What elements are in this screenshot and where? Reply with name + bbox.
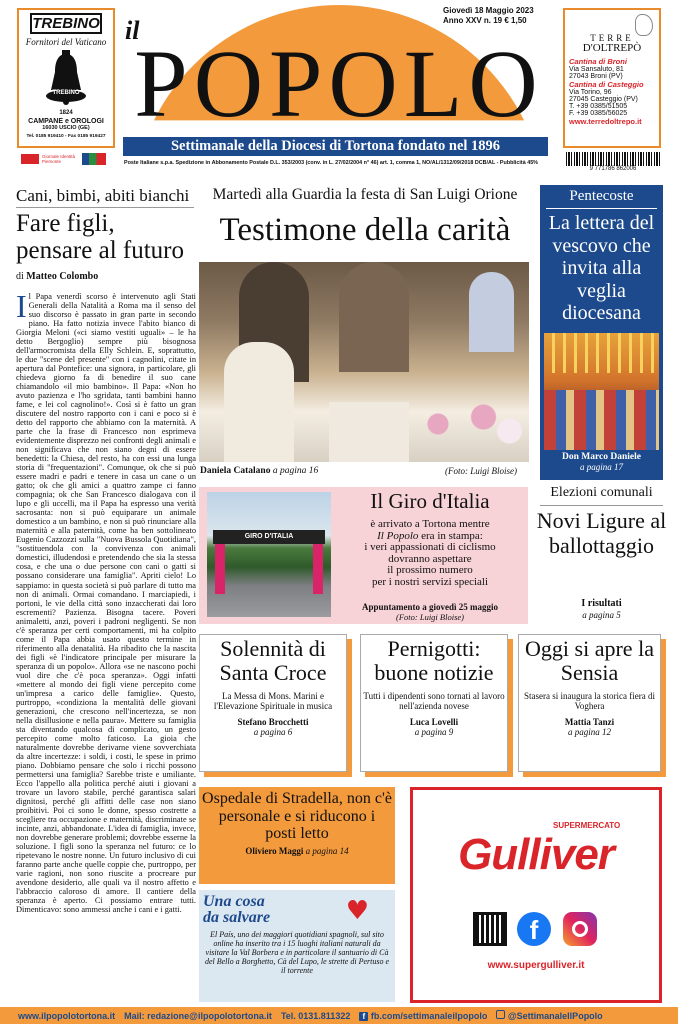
terre-addr2: Via Torino, 96: [569, 89, 612, 96]
box2-headline: Pernigotti: buone notizie: [374, 636, 494, 685]
giro-l2b: era in stampa:: [418, 529, 483, 542]
gulliver-brand: Gulliver: [458, 830, 614, 879]
terre-name1: TERRE: [590, 33, 634, 43]
right-page-ref: a pagina 17: [579, 461, 623, 472]
trebino-line2: CAMPANE e OROLOGI: [28, 118, 104, 125]
giro-arch: GIRO D'ITALIA: [213, 530, 325, 544]
barcode-number: 9 771786 862006: [589, 166, 637, 172]
postal-info: Poste Italiane s.p.a. Spedizione in Abbonamento Postale D.L. 353/2003 (conv. in L. 27/02/2004 n° 46) art. 1, comma 1, NO/AL/1312/09/2018 DCB/AL - Pubblicità 45%: [124, 160, 538, 166]
box2-sub: Tutti i dipendenti sono tornati al lavoro nell'azienda novese: [363, 691, 505, 711]
terre-addr1b: 27043 Broni (PV): [569, 73, 623, 80]
qr-code-icon[interactable]: [473, 912, 507, 946]
box2-page-ref: a pagina 9: [414, 727, 454, 737]
masthead-issue: Anno XXV n. 19 € 1,50: [443, 16, 527, 25]
giornale-badge-text: Giornale Identità Piemonte: [42, 153, 76, 164]
main-page-ref: a pagina 16: [272, 466, 319, 476]
main-credit: (Foto: Luigi Bloise): [445, 466, 517, 476]
box-sensia[interactable]: [518, 634, 661, 772]
giro-pillar-right: [313, 544, 323, 594]
main-author: Daniela Catalano: [200, 466, 271, 476]
ospedale-author: Oliviero Maggi: [245, 845, 304, 856]
main-byline: [200, 466, 318, 476]
piemonte-flag-icon: [20, 153, 40, 165]
terre-web[interactable]: www.terredoltrepo.it: [569, 117, 642, 126]
terre-fax: F. +39 0385/56025: [569, 110, 628, 117]
box1-page-ref: a pagina 6: [253, 727, 293, 737]
masthead-date: Giovedì 18 Maggio 2023: [443, 6, 534, 15]
box3-page-ref: a pagina 12: [567, 727, 611, 737]
box2-author: Luca Lovelli: [409, 717, 459, 727]
box3-sub: Stasera si inaugura la storica fiera di Voghera: [524, 691, 655, 711]
byline-di: di: [16, 271, 24, 282]
ospedale-byline: [202, 846, 392, 856]
gulliver-web[interactable]: www.supergulliver.it: [487, 960, 585, 971]
right-kicker: Pentecoste: [569, 188, 634, 204]
photo-window: [469, 272, 514, 352]
trebino-line4: Tel. 0185 919410 - Fax 0185 919427: [26, 133, 106, 139]
photo-altar: [329, 402, 409, 462]
giro-l2: Il Popolo: [377, 529, 419, 542]
apostles-figures: [544, 390, 659, 450]
giro-body: [335, 519, 525, 588]
cosa-title2: da salvare: [203, 909, 271, 926]
right-author: Don Marco Daniele: [562, 451, 641, 462]
left-body: l Papa venerdì scorso è intervenuto agli Stati Generali della Natalità a Roma ma il senso del suo discorso è passato in gran parte in secondo piano. Ha fatto notizia invece l'abito bianco di Giorgia Meloni («ci siamo vestiti uguali» – le ha detto Bergoglio) sempre più bisognosa dell'armocromista della Elly Schlein. E, soprattutto, le due "scene del presente" con i cagnolini, citate in apertura dal Pontefice: una signora, in particolare, gli chiedeva giorno fa di benedire il suo cane chiamandolo «il mio bambino». Il Papa: «Non ho avuto pazienza e l'ho sgridata, tanti bambini hanno fame, e lei col cagnolino!». Così si è fatto un gran discutere del nostro rapporto con i cani e poco si è detto del rapporto che abbiamo con la maternità. A parte che la frase di Francesco non esprimeva evidentemente disprezzo nei confronti degli animali e non significava che non siano degni di essere benedetti: la Chiesa, del resto, ha con essi una lunga storia di "frequentazioni". Comunque, ok che si può essere madri e padri e tenere in casa un cane o un gatto; ok che gli amici a quattro zampe ci fanno compagnia; ok che San Francesco dialogava con il lupo e gli uccelli, ma il Papa ha espresso una verità sacrosanta: non si può equiparare un animale domestico a un bambino, e non si può rinunciare alla maternità e alla paternità, come ha ben sottolineato Eugenio Cazzozzi sulla "Nuova Bussola Quotidiana", "sostituendola con la convivenza con animali domestici, illudendosi e pretendendo che sia la stessa cosa, e che una o due persone con cani o gatti si possano considerare una famiglia". Apriti cielo! Lo sappiamo: in questa società si può parlare di tutto ma non di animali. Ormai comandano. I marciapiedi, i portoni, le vie della città sono inzaccherati dai loro escrementi? Pazienza. Bisogna tacere. Poveri animaletti, anzi, poveri i padroni negligenti. Se non c'è speranza per certi comportamenti, mi ha colpito come il Papa abbia usato questo termine in riferimento alla denatalità. Ha ribadito che la nascita dei figli «è l'indicatore principale per misurare la speranza di un popolo». Allora «se ne nascono pochi vuol dire che c'è poca speranza». Oggi infatti «mettere al mondo dei figli viene percepito come un'impresa a carico delle famiglie». Questo, purtroppo, «condiziona la mentalità delle giovani generazioni, che crescono nell'incertezza, se non nella disillusione e nella paura». Mettere su famiglia sta diventando qualcosa di complicato, un gesto percepito come molto faticoso. La gioia che naturalmente dovrebbe derivarne viene sovverchiata da altre incertezze: i soldi, i costi, le spese in primo piano. Dobbiamo pensare che solo i ricchi possono permettersi una famiglia? Sarebbe triste e umiliante. Ecco l'appello alla politica perché aiuti i giovani a trovare un lavoro stabile, perché garantisca salari dignitosi, perché gli affitti delle case non siano proibitivi. Poi ci sono le donne, spesso costrette a scegliere tra occupazione e maternità, discriminate se incinte, anzi, abbandonate. L'idea di famiglia, invece, non dovrebbe generare problemi; dovrebbe esserne la soluzione. I figli sono la speranza nel futuro: ce lo ripetevano le nostre nonne. Un futuro inclusivo di cui faranno parte anche quelle coppie che, purtroppo, per varie ragioni, non sono riuscite a procreare pur avendone desiderio, alle quali va il nostro affetto e l'abbraccio caloroso di amore. Il cantiere della speranza è aperto. Ci possiamo entrare tutti. Dimenticavo: sono ammessi anche i cani e i gatti.: [16, 292, 196, 915]
box1-author: Stefano Brocchetti: [237, 717, 309, 727]
box-pernigotti[interactable]: [360, 634, 508, 772]
terre-cantina1: Cantina di Broni: [569, 57, 627, 66]
giro-l3: i veri appassionati di ciclismo: [364, 541, 496, 553]
barcode-bars: [566, 152, 660, 166]
box1-headline: Solennità di Santa Croce: [219, 636, 327, 685]
terre-cantina2: Cantina di Casteggio: [569, 80, 644, 89]
left-kicker: Cani, bimbi, abiti bianchi: [16, 186, 190, 205]
ospedale-box[interactable]: [199, 787, 395, 884]
main-kicker: Martedì alla Guardia la festa di San Luigi Orione: [212, 186, 518, 203]
right-kicker-rule: [546, 208, 657, 209]
flames-icon: [544, 333, 659, 373]
gulliver-small: SUPERMERCATO: [553, 821, 621, 830]
elezioni-kicker: Elezioni comunali: [550, 485, 653, 500]
giornale-identita-badge: [20, 152, 110, 166]
bell-logo-icon: [42, 50, 90, 110]
giro-appt: Appuntamento a giovedì 25 maggio: [361, 602, 498, 612]
giro-l6: per i nostri servizi speciali: [371, 575, 489, 588]
elezioni-page-ref: a pagina 5: [582, 610, 621, 620]
footer-ig-wrap[interactable]: [496, 1010, 602, 1021]
right-photo: [544, 333, 659, 450]
instagram-icon[interactable]: [563, 912, 597, 946]
giro-l5: il prossimo numero: [387, 564, 473, 576]
elezioni-headline: Novi Ligure al ballottaggio: [536, 508, 667, 558]
masthead-subtitle: Settimanale della Diocesi di Tortona fondato nel 1896: [123, 137, 548, 156]
masthead-title: POPOLO: [134, 30, 544, 137]
trebino-line3: 16030 USCIO (GE): [42, 125, 90, 131]
instagram-lens: [572, 921, 588, 937]
main-headline: Testimone della carità: [219, 212, 511, 248]
footer-instagram-icon: [496, 1010, 505, 1019]
chart-logo-icon: [82, 153, 106, 165]
ospedale-page-ref: a pagina 14: [305, 845, 349, 856]
main-photo: [199, 262, 529, 462]
box3-author: Mattia Tanzi: [564, 717, 615, 727]
trebino-brand: TREBINO: [30, 13, 102, 34]
giro-headline: Il Giro d'Italia: [370, 489, 490, 513]
left-byline: [16, 271, 98, 282]
footer-bar: [0, 1007, 678, 1024]
ad-gulliver[interactable]: [410, 787, 662, 1003]
terre-addr1: Via Sansaluto, 81: [569, 66, 624, 73]
ad-trebino[interactable]: [17, 8, 115, 148]
giro-box[interactable]: [199, 487, 528, 624]
trebino-year: 1824: [59, 110, 73, 116]
box3-headline: Oggi si apre la Sensia: [525, 636, 654, 685]
italy-map-icon: [635, 14, 653, 36]
footer-mail[interactable]: Mail: redazione@ilpopolotortona.it: [124, 1010, 272, 1021]
elezioni-rule: [540, 505, 663, 506]
box-santa-croce[interactable]: [199, 634, 347, 772]
box1-sub: La Messa di Mons. Marini e l'Elevazione Spirituale in musica: [213, 691, 333, 711]
trebino-tagline: Fornitori del Vaticano: [25, 37, 107, 47]
byline-author: Matteo Colombo: [26, 271, 99, 282]
ad-terre-oltrepo[interactable]: [563, 8, 661, 148]
footer-site[interactable]: www.ilpopolotortona.it: [18, 1010, 116, 1021]
ospedale-headline: Ospedale di Stradella, non c'è personale e si riducono i posti letto: [202, 790, 392, 842]
footer-facebook-icon: f: [359, 1012, 368, 1021]
heart-icon: ♥: [345, 896, 369, 926]
footer-ig: @SettimanaleIlPopolo: [507, 1011, 603, 1021]
facebook-icon[interactable]: f: [517, 912, 551, 946]
photo-priest: [224, 342, 294, 462]
terre-addr2b: 27045 Casteggio (PV): [569, 96, 638, 103]
footer-fb-wrap[interactable]: [359, 1011, 487, 1021]
dropcap: I: [16, 292, 27, 324]
footer-tel[interactable]: Tel. 0131.811322: [280, 1010, 351, 1021]
giro-photo: [207, 492, 331, 617]
cosa-box: [199, 890, 395, 1002]
photo-arch-center: [339, 262, 409, 372]
cosa-title1: Una cosa: [203, 893, 265, 910]
giro-credit: (Foto: Luigi Bloise): [396, 612, 464, 622]
left-kicker-rule: [16, 207, 194, 208]
giro-l1: è arrivato a Tortona mentre: [370, 518, 490, 530]
right-top-box[interactable]: [540, 185, 663, 480]
giro-pillar-left: [215, 544, 225, 594]
barcode: [566, 152, 660, 174]
cosa-text: El País, uno dei maggiori quotidiani spagnoli, sul sito online ha inserito tra i 15 luoghi italiani naturali da visitare la Val Borbera e in particolare il santuario di Cà del Bello a Borghetto, Cà del Lupo, le strette di Pertuso e il torrente: [204, 930, 390, 976]
elezioni-sub: I risultati: [581, 598, 622, 609]
left-article: [16, 292, 196, 1002]
masthead-prefix: il: [125, 16, 140, 45]
footer-fb: fb.com/settimanaleilpopolo: [370, 1010, 488, 1021]
terre-name2: D'OLTREPÒ: [582, 42, 642, 54]
terre-tel: T. +39 0385/51505: [569, 103, 628, 110]
left-headline: Fare figli, pensare al futuro: [16, 210, 184, 264]
photo-flowers: [399, 382, 529, 452]
right-headline: La lettera del vescovo che invita alla veglia diocesana: [548, 212, 655, 324]
giro-l4: dovranno aspettare: [388, 552, 472, 565]
trebino-logo-text: TREBINO: [52, 90, 80, 96]
